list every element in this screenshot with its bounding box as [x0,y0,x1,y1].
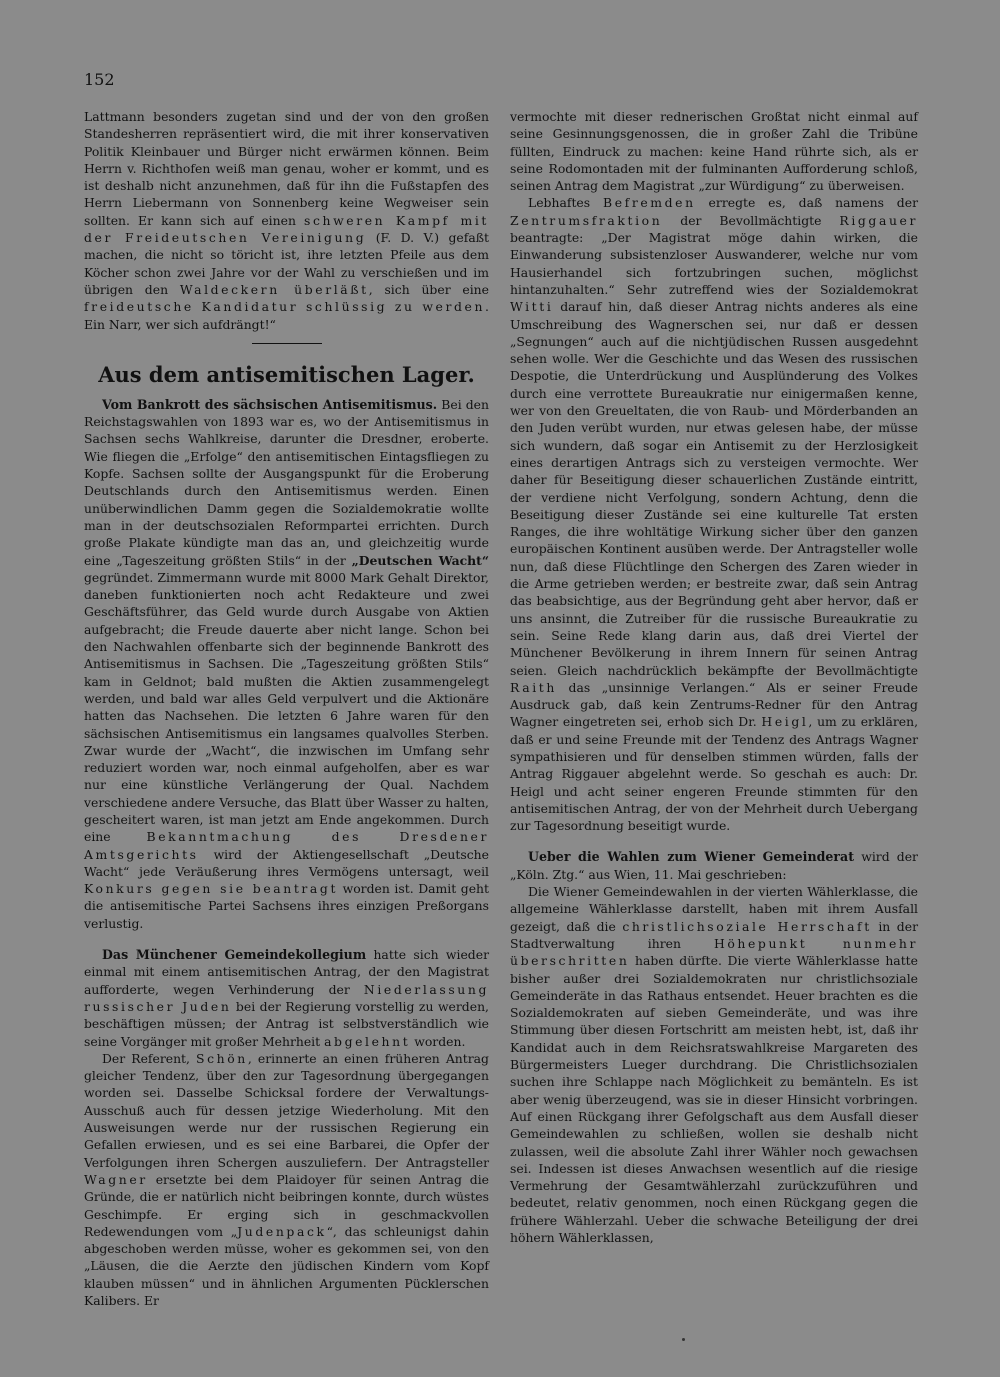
sub-heading: Vom Bankrott des sächsischen Antisemitismus. [102,396,438,412]
text-run: worden. [410,1033,466,1049]
text-run: , sich über eine [368,281,489,297]
text-run: gegründet. Zimmermann wurde mit 8000 Mark Gehalt Direktor, daneben funktionierten noch acht Redakteure und zwei Geschäftsführer, das Geld wurde durch Ausgabe von Aktien aufgebracht; die Freude dauerte aber nicht lange. Schon bei den Nachwahlen offenbarte sich der beginnende Bankrott des Antisemitismus in Sachsen. Die „Tageszeitung größten Stils“ kam in Geldnot; bald mußten die Aktien zusammengelegt werden, und bald war alles Geld verpulvert und die Aktionäre hatten das Nachsehen. Die letzten 6 Jahre waren für den sächsischen Antisemitismus ein langsames qualvolles Sterben. Zwar wurde der „Wacht“, die inzwischen im Umfang sehr reduziert worden war, noch einmal aufgeholfen, aber es war nur eine künstliche Verlängerung der Qual. Nachdem verschiedene andere Versuche, das Blatt über Wasser zu halten, gescheitert waren, ist man jetzt am Ende angekommen. Durch eine [84,569,489,845]
spaced-text: Befremden [603,195,696,211]
spaced-text: Höhepunkt nunmehr überschritten [510,935,918,969]
spaced-text: Wagner [84,1171,148,1187]
spaced-text: Witti [510,299,554,315]
paragraph [510,883,918,1246]
spaced-text: Zentrumsfraktion [510,212,663,228]
text-run: Lebhaftes [528,195,603,211]
text-run: Die Wiener Gemeindewahlen in der vierten Wählerklasse, die allgemeine Wählerklasse darstellt, haben mit ihrem Ausfall gezeigt, daß die [510,884,918,934]
paragraph [84,946,489,1050]
sub-heading: Das Münchener Gemeindekollegium [102,947,367,963]
spaced-text: freideutsche Kandidatur schlüssig zu werden [84,299,486,315]
text-run: Der Referent, [102,1050,197,1066]
paragraph [84,1050,489,1309]
spaced-text: abgelehnt [324,1033,411,1049]
paragraph [510,848,918,883]
text-run: beantragte: „Der Magistrat möge dahin wirken, die Einwanderung subsistenzloser Auswanderer, welche nur vom Hausierhandel sich fortzubringen suchen, möglichst hintanzuhalten.“ Sehr zutreffend wies der Sozialdemokrat [510,230,918,297]
spaced-text: schweren Kampf mit der Freideutschen Vereinigung [84,212,489,246]
spacer [84,932,489,946]
spaced-text: Judenpack [237,1223,327,1239]
text-run: Bei den Reichstagswahlen von 1893 war es, wo der Antisemitismus in Sachsen sechs Wahlkreise, darunter die Dresdner, eroberte. Wie fliegen die „Erfolge“ den antisemitischen Eintagsfliegen zu Kopfe. Sachsen sollte der Ausgangspunkt für die Eroberung Deutschlands durch den Antisemitismus werden. Einen unüberwindlichen Damm gegen die Sozialdemokratie wollte man in der deutschsozialen Reformpartei errichten. Durch große Plakate kündigte man das an, und gleichzeitig wurde eine „Tageszeitung größten Stils“ in der [84,396,489,568]
text-run: wird der Aktiengesellschaft „Deutsche Wacht“ jede Veräußerung ihres Vermögens untersagt, weil [84,846,489,879]
text-run: der Bevollmächtigte [662,212,840,228]
spaced-text: Riggauer [839,212,918,228]
bold-text: „Deutschen Wacht“ [351,552,489,568]
text-run: , erinnerte an einen früheren Antrag gleicher Tendenz, über den zur Tagesordnung übergegangen worden sei. Dasselbe Schicksal fordere der Verwaltungs-Ausschuß auch für dessen jetzige Wiederholung. Mit den Ausweisungen werde nur der russischen Regierung ein Gefallen erwiesen, und es sei eine Barbarei, die Opfer der Verfolgungen ihren Schergen auszuliefern. Der Antragsteller [84,1050,489,1170]
paragraph: vermochte mit dieser rednerischen Großtat nicht einmal auf seine Gesinnungsgenossen, die in großer Zahl die Tribüne füllten, Eindruck zu machen: keine Hand rührte sich, als er seine Rodomontaden mit der fulminanten Aufforderung schloß, seinen Antrag dem Magistrat „zur Würdigung“ zu überweisen. [510,109,918,194]
text-run: das „unsinnige Verlangen.“ Als er seiner Freude Ausdruck gab, daß kein Zentrums-Redner für den Antrag Wagner eingetreten sei, erhob sich Dr. [510,679,918,730]
spaced-text: Konkurs gegen sie beantragt [84,881,339,897]
text-run: bei der Regierung vorstellig zu werden, beschäftigen müssen; der Antrag ist selbstverständlich wie seine Vorgänger mit großer Mehrheit [84,998,489,1049]
text-run: erregte es, daß namens der [695,195,918,211]
left-column [84,108,489,1309]
paragraph [84,396,489,932]
text-run: (F. D. V.) gefaßt machen, die nicht so töricht ist, ihre letzten Pfeile aus dem Köcher schon zwei Jahre vor der Wahl zu verschießen und im übrigen den [84,230,489,297]
page-number: 152 [84,70,115,89]
text-run: “, das schleunigst dahin abgeschoben werden müsse, woher es gekommen sei, von den „Läusen, die die Aerzte den jüdischen Kindern vom Kopf klauben müssen“ und in ähnlichen Argumenten Pücklerschen Kalibers. Er [84,1223,489,1308]
spaced-text: Schön [196,1050,248,1066]
paragraph [84,108,489,333]
spaced-text: Raith [510,679,557,695]
spaced-text: Niederlassung russischer Juden [84,981,489,1014]
text-run: ersetzte bei dem Plaidoyer für seinen Antrag die Gründe, die er natürlich nicht beibringen konnte, durch wüstes Geschimpfe. Er erging sich in geschmackvollen Redewendungen vom „ [84,1171,489,1239]
divider [252,343,322,344]
spaced-text: Bekanntmachung des Dresdener Amtsgerichts [84,829,489,862]
text-run: wird der „Köln. Ztg.“ aus Wien, 11. Mai geschrieben: [510,849,918,882]
spaced-text: Waldeckern überläßt [179,281,369,297]
spaced-text: christlichsoziale Herrschaft [622,918,872,934]
text-run: in der Stadtverwaltung ihren [510,918,918,951]
section-heading: Aus dem antisemitischen Lager. [98,361,475,387]
spacer [510,834,918,848]
text-run: worden ist. Damit geht die antisemitische Partei Sachsens ihres einzigen Preßorgans verlustig. [84,881,489,931]
sub-heading: Ueber die Wahlen zum Wiener Gemeinderat [528,849,855,865]
right-column [510,108,918,1246]
text-run: . Ein Narr, wer sich aufdrängt!“ [84,299,489,332]
spaced-text: Heigl [761,714,809,730]
text-run: , um zu erklären, daß er und seine Freunde mit der Tendenz des Antrags Wagner sympathisieren und für denselben stimmen würden, falls der Antrag Riggauer abgelehnt werde. So geschah es auch: Dr. Heigl und acht seiner engeren Freunde stimmten für den antisemitischen Antrag, der von der Mehrheit durch Uebergang zur Tagesordnung beseitigt wurde. [510,714,919,834]
text-run: haben dürfte. Die vierte Wählerklasse hatte bisher außer drei Sozialdemokraten nur christlichsoziale Gemeinderäte in das Rathaus entsendet. Heuer brachten es die Sozialdemokraten auf sieben Gemeinderäte, und was ihre Stimmung über diesen Fortschritt am meisten hebt, ist, daß ihr Kandidat auch in dem Reichsratswahlkreise Margareten des Bürgermeisters Lueger durchdrang. Die Christlichsozialen suchen ihre Schlappe nach Möglichkeit zu bemänteln. Es ist aber wenig überzeugend, was sie in dieser Hinsicht vorbringen. Auf einen Rückgang ihrer Gefolgschaft aus dem Ausfall dieser Gemeindewahlen zu schließen, wollen sie deshalb nicht zulassen, weil die absolute Zahl ihrer Wähler noch gewachsen sei. Indessen ist dieses Anwachsen wesentlich auf die riesige Vermehrung der Gesamtwählerzahl zurückzuführen und bedeutet, relativ genommen, noch einen Rückgang gegen die frühere Wählerzahl. Ueber die schwache Beteiligung der drei höhern Wählerklassen, [510,953,918,1245]
text-run: hatte sich wieder einmal mit einem antisemitischen Antrag, der den Magistrat aufforderte, wegen Verhinderung der [84,947,489,997]
text-run: Lattmann besonders zugetan sind und der von den großen Standesherren repräsentiert wird, die mit ihrer konservativen Politik Kleinbauer und Bürger nicht erwärmen können. Beim Herrn v. Richthofen weiß man genau, woher er kommt, und es ist deshalb nicht anzunehmen, daß für ihn die Fußstapfen des Herrn Liebermann von Sonnenberg keine Wegweiser sein sollten. Er kann sich auf einen [84,109,489,228]
paragraph [510,194,918,834]
text-run: darauf hin, daß dieser Antrag nichts anderes als eine Umschreibung des Wagnerschen sei, nur daß er dessen „Segnungen“ auch auf die nichtjüdischen Russen ausgedehnt sehen wolle. Wer die Geschichte und das Wesen des russischen Despotie, die Unterdrückung und Ausplünderung des Volkes durch eine verrottete Bureaukratie nur einigermaßen kenne, wer von den Greueltaten, die von Raub- und Mörderbanden an den Juden verübt wurden, nur etwas gelesen habe, der müsse sich wundern, daß sogar ein Antisemit zu der Herzlosigkeit eines derartigen Antrags sich zu versteigen vermochte. Wer daher für Beseitigung dieser schauerlichen Zustände eintritt, der verdiene nicht Verfolgung, sondern Achtung, denn die Beseitigung dieser Zustände sei eine kulturelle Tat ersten Ranges, die ihre wohltätige Wirkung sicher über den ganzen europäischen Kontinent ausüben werde. Der Antragsteller wolle nun, daß diese Flüchtlinge den Schergen des Zaren wieder in die Arme getrieben werden; er bestreite zwar, daß sein Antrag das beabsichtige, aus der Begründung geht aber hervor, daß er uns ansinnt, die Zutreiber für die russische Bureaukratie zu sein. Seine Rede klang darin aus, daß drei Viertel der Münchener Bevölkerung in ihrem Innern für seinen Antrag seien. Gleich nachdrücklich bekämpfte der Bevollmächtigte [510,299,918,678]
print-dot [682,1338,685,1341]
